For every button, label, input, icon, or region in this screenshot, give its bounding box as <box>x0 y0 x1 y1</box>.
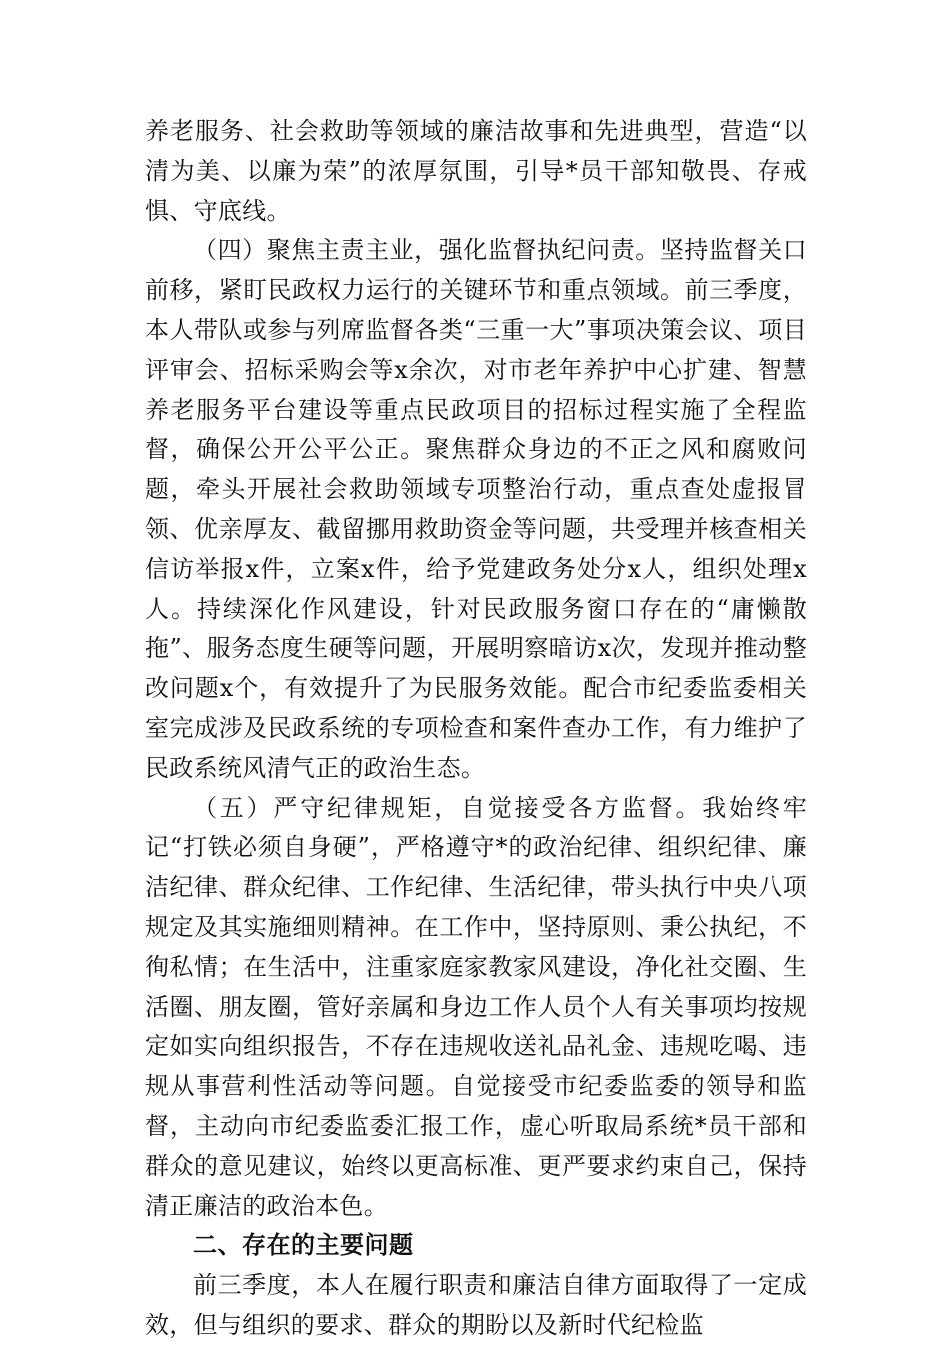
paragraph-continuation: 养老服务、社会救助等领域的廉洁故事和先进典型，营造“以清为美、以廉为荣”的浓厚氛围，引导*员干部知敬畏、存戒惧、守底线。 <box>145 117 807 225</box>
document-page <box>145 112 807 1346</box>
section-heading: 二、存在的主要问题 <box>193 1231 414 1260</box>
paragraph-section-4: （四）聚焦主责主业，强化监督执纪问责。坚持监督关口前移，紧盯民政权力运行的关键环节和重点领域。前三季度，本人带队或参与列席监督各类“三重一大”事项决策会议、项目评审会、招标采购会等x余次，对市老年养护中心扩建、智慧养老服务平台建设等重点民政项目的招标过程实施了全程监督，确保公开公平公正。聚焦群众身边的不正之风和腐败问题，牵头开展社会救助领域专项整治行动，重点查处虚报冒领、优亲厚友、截留挪用救助资金等问题，共受理并核查相关信访举报x件，立案x件，给予党建政务处分x人，组织处理x人。持续深化作风建设，针对民政服务窗口存在的“庸懒散拖”、服务态度生硬等问题，开展明察暗访x次，发现并推动整改问题x个，有效提升了为民服务效能。配合市纪委监委相关室完成涉及民政系统的专项检查和案件查办工作，有力维护了民政系统风清气正的政治生态。 <box>145 236 807 782</box>
paragraph-section-5: （五）严守纪律规矩，自觉接受各方监督。我始终牢记“打铁必须自身硬”，严格遵守*的政治纪律、组织纪律、廉洁纪律、群众纪律、工作纪律、生活纪律，带头执行中央八项规定及其实施细则精神。在工作中，坚持原则、秉公执纪，不徇私情；在生活中，注重家庭家教家风建设，净化社交圈、生活圈、朋友圈，管好亲属和身边工作人员个人有关事项均按规定如实向组织报告，不存在违规收送礼品礼金、违规吃喝、违规从事营利性活动等问题。自觉接受市纪委监委的领导和监督，主动向市纪委监委汇报工作，虚心听取局系统*员干部和群众的意见建议，始终以更高标准、更严要求约束自己，保持清正廉洁的政治本色。 <box>145 793 807 1220</box>
paragraph-problems-intro: 前三季度，本人在履行职责和廉洁自律方面取得了一定成效，但与组织的要求、群众的期盼以及新时代纪检监 <box>145 1271 807 1339</box>
